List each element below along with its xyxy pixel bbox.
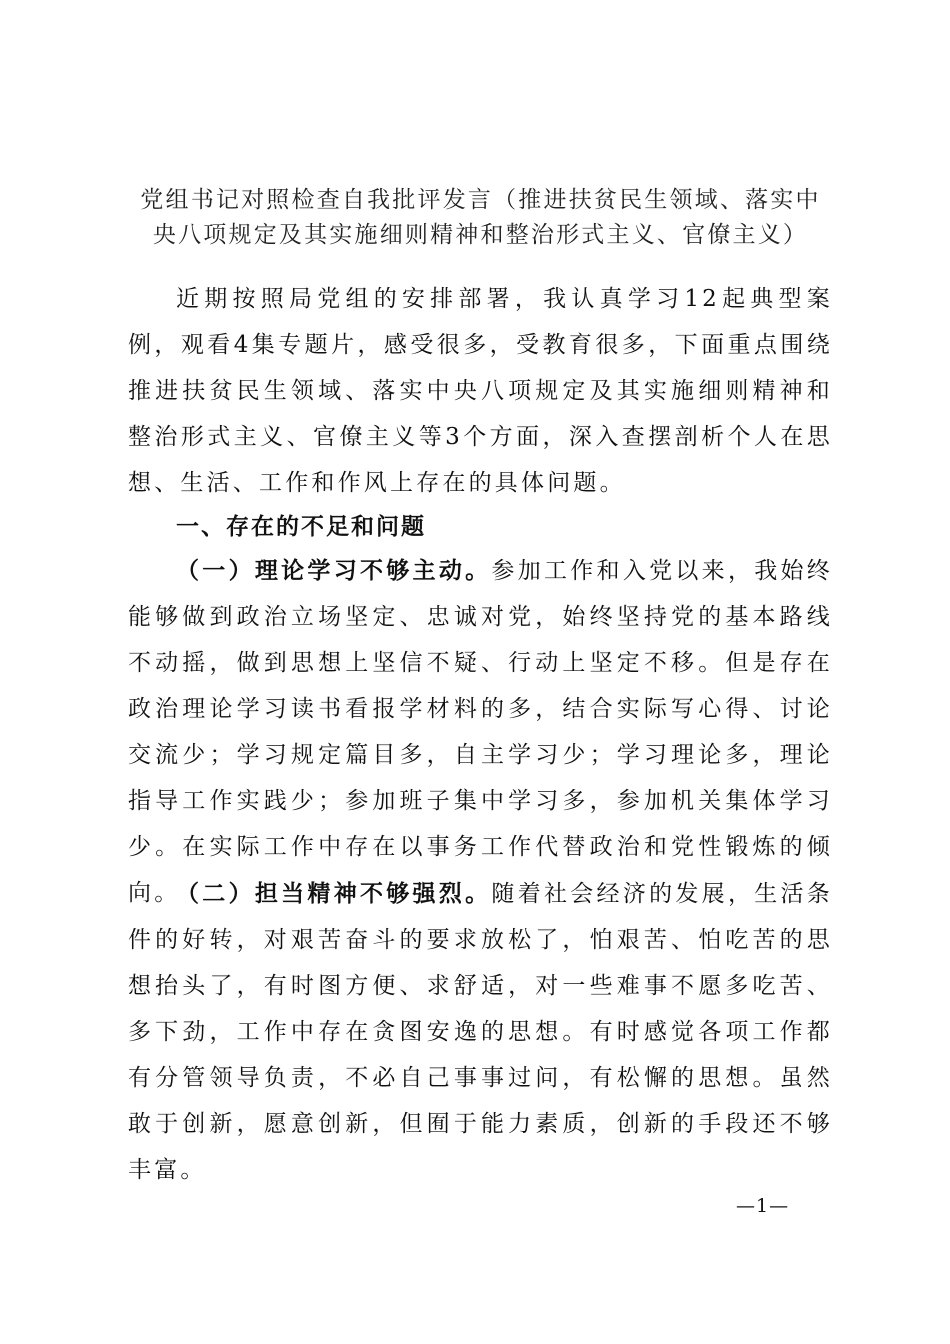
item-heading-2: （二）担当精神不够强烈。 (176, 880, 492, 907)
item-paragraph-1 (128, 548, 833, 916)
item-heading-1: （一）理论学习不够主动。 (176, 557, 492, 584)
item-text-2: 随着社会经济的发展，生活条件的好转，对艰苦奋斗的要求放松了，怕艰苦、怕吃苦的思想抬头了，有时图方便、求舒适，对一些难事不愿多吃苦、多下劲，工作中存在贪图安逸的思想。有时感觉各项工作都有分管领导负责，不必自己事事过问，有松懈的思想。虽然敢于创新，愿意创新，但囿于能力素质，创新的手段还不够丰富。 (128, 881, 833, 1183)
document-title: 党组书记对照检查自我批评发言（推进扶贫民生领域、落实中央八项规定及其实施细则精神和整治形式主义、官僚主义） (140, 187, 821, 248)
item-text-1: 参加工作和入党以来，我始终能够做到政治立场坚定、忠诚对党，始终坚持党的基本路线不动摇，做到思想上坚信不疑、行动上坚定不移。但是存在政治理论学习读书看报学材料的多，结合实际写心得、讨论交流少；学习规定篇目多，自主学习少；学习理论多，理论指导工作实践少；参加班子集中学习多，参加机关集体学习少。在实际工作中存在以事务工作代替政治和党性锻炼的倾向。 (128, 558, 833, 906)
item-paragraph-2 (128, 871, 833, 1193)
intro-paragraph: 近期按照局党组的安排部署，我认真学习12起典型案例，观看4集专题片，感受很多，受教育很多，下面重点围绕推进扶贫民生领域、落实中央八项规定及其实施细则精神和整治形式主义、官僚主义等3个方面，深入查摆剖析个人在思想、生活、工作和作风上存在的具体问题。 (128, 286, 833, 496)
section-heading: 一、存在的不足和问题 (176, 513, 426, 540)
page-number: —1— (736, 1195, 790, 1217)
